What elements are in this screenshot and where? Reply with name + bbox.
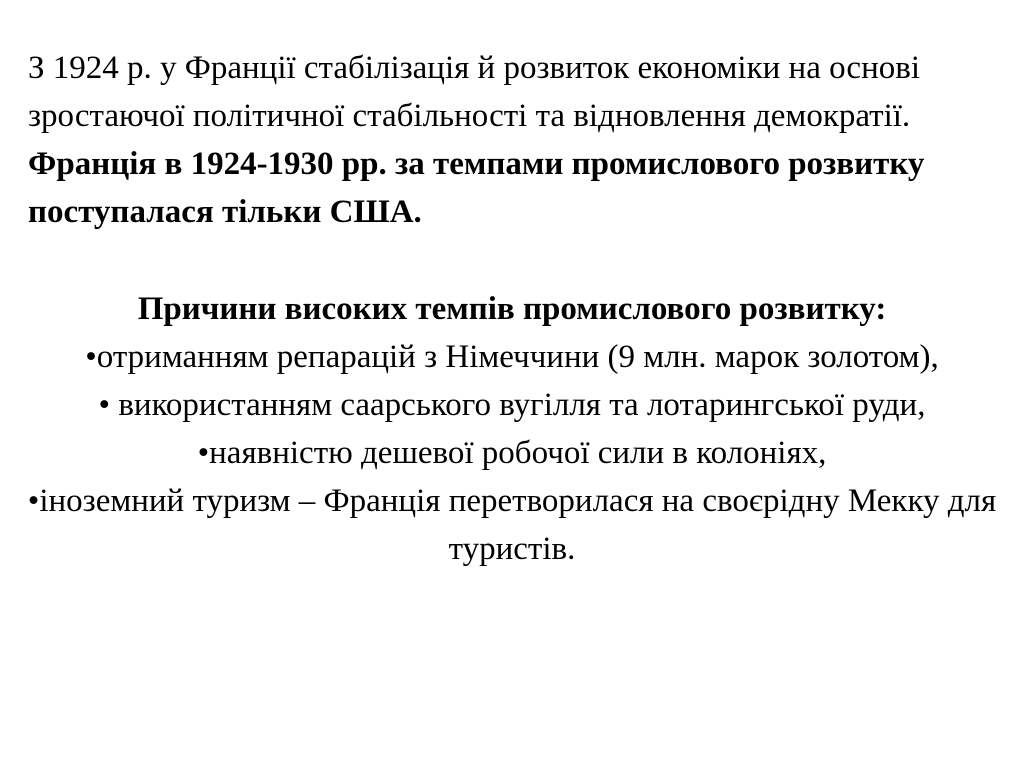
intro-text: З 1924 р. у Франції стабілізація й розвиток економіки на основі зростаючої політичної стабільності та відновлення демократії. <box>28 50 920 134</box>
cause-item-colonial-labor: •наявністю дешевої робочої сили в колоніях, <box>197 435 827 471</box>
causes-block <box>14 285 1010 573</box>
cause-item-tourism: •іноземний туризм – Франція перетворилася на своєрідну Мекку для туристів. <box>27 483 997 567</box>
intro-bold-text: Франція в 1924-1930 рр. за темпами промислового розвитку поступалася тільки США. <box>28 146 925 230</box>
cause-item-reparations: •отриманням репарацій з Німеччини (9 млн. марок золотом), <box>85 339 939 375</box>
causes-heading: Причини високих темпів промислового розвитку: <box>137 291 887 327</box>
cause-item-coal-ore: • використанням саарського вугілля та лотарингської руди, <box>98 387 926 423</box>
intro-paragraph <box>28 44 1008 236</box>
